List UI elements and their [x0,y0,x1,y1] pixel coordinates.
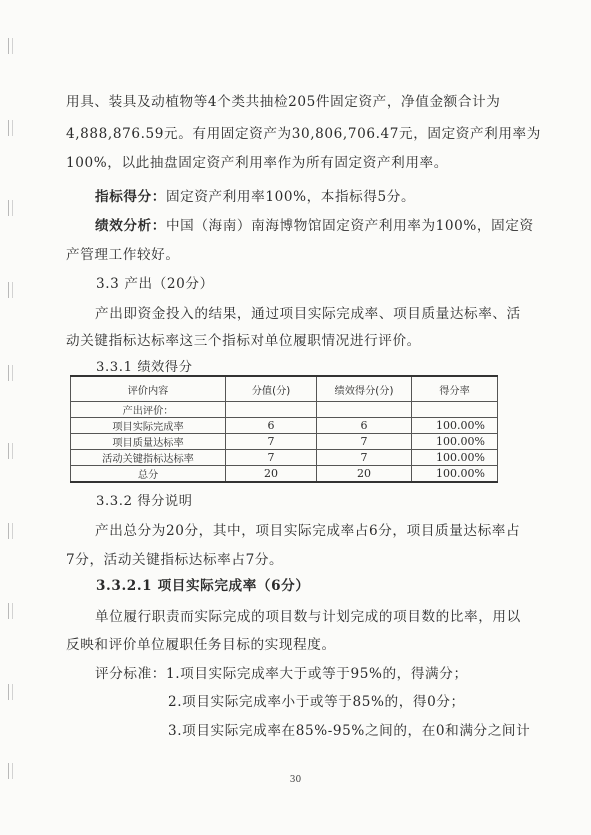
page-number: 30 [289,775,302,785]
binding-hole-mark [8,120,13,136]
table-cell: 项目质量达标率 [71,434,226,450]
table-cell: 20 [226,466,317,483]
table-cell: 100.00% [412,466,498,483]
body-text-line: 动关键指标达标率这三个指标对单位履职情况进行评价。 [66,333,421,349]
scoring-standard-line: 评分标准：1.项目实际完成率大于或等于95%的，得满分； [95,666,468,682]
binding-hole-mark [8,365,13,381]
binding-hole-mark [8,684,13,700]
body-text-line: 7分，活动关键指标达标率占7分。 [66,552,284,568]
body-text-line: 产出即资金投入的结果，通过项目实际完成率、项目质量达标率、活 [95,306,521,322]
table-header-cell: 分值(分) [226,376,317,402]
section-heading-3-3-2: 3.3.2 得分说明 [96,494,193,509]
indicator-score-label: 指标得分： [95,189,166,205]
table-header-cell: 评价内容 [71,376,226,402]
performance-score-table [70,375,498,483]
indicator-score-line [95,187,551,207]
table-cell: 7 [317,434,412,450]
table-cell: 6 [226,418,317,434]
performance-analysis-line [95,216,551,236]
binding-hole-mark [8,523,13,539]
table-row [71,434,498,450]
section-heading-3-3-1: 3.3.1 绩效得分 [96,360,193,375]
binding-hole-mark [8,443,13,459]
table-cell [317,402,412,418]
table-cell: 6 [317,418,412,434]
body-text-line: 100%，以此抽盘固定资产利用率作为所有固定资产利用率。 [66,155,448,171]
table-cell: 100.00% [412,450,498,466]
body-text-line: 用具、装具及动植物等4个类共抽检205件固定资产，净值金额合计为 [66,94,501,110]
body-text-line: 产出总分为20分，其中，项目实际完成率占6分，项目质量达标率占 [95,523,521,539]
table-row [71,418,498,434]
binding-hole-mark [8,282,13,298]
table-cell: 20 [317,466,412,483]
performance-analysis-label: 绩效分析： [95,218,166,234]
section-heading-3-3-2-1: 3.3.2.1 项目实际完成率（6分） [96,578,310,594]
table-cell: 100.00% [412,434,498,450]
table-cell: 产出评价： [71,402,226,418]
table-cell: 项目实际完成率 [71,418,226,434]
table-cell: 7 [226,450,317,466]
section-heading-3-3: 3.3 产出（20分） [96,276,214,292]
binding-hole-mark [8,200,13,216]
performance-analysis-text: 中国（海南）南海博物馆固定资产利用率为100%，固定资 [165,218,534,234]
binding-hole-mark [8,603,13,619]
scoring-standard-line: 2.项目实际完成率小于或等于85%的，得0分； [168,694,465,710]
body-text-line: 反映和评价单位履职任务目标的实现程度。 [66,637,336,653]
scoring-standard-line: 3.项目实际完成率在85%-95%之间的，在0和满分之间计 [168,723,531,739]
table-row [71,466,498,483]
binding-hole-mark [8,38,13,54]
indicator-score-text: 固定资产利用率100%，本指标得5分。 [165,189,416,205]
table-header-cell: 绩效得分(分) [317,376,412,402]
table-row [71,402,498,418]
table-cell: 7 [317,450,412,466]
body-text-line: 4,888,876.59元。有用固定资产为30,806,706.47元，固定资产利用率为 [66,126,541,142]
body-text-line: 单位履行职责而实际完成的项目数与计划完成的项目数的比率，用以 [95,609,521,625]
table-cell [226,402,317,418]
table-header-row [71,376,498,402]
table-cell: 100.00% [412,418,498,434]
body-text-line: 产管理工作较好。 [66,247,180,263]
table-cell: 活动关键指标达标率 [71,450,226,466]
table-cell: 总分 [71,466,226,483]
table-cell: 7 [226,434,317,450]
table-row [71,450,498,466]
table-header-cell: 得分率 [412,376,498,402]
table-cell [412,402,498,418]
